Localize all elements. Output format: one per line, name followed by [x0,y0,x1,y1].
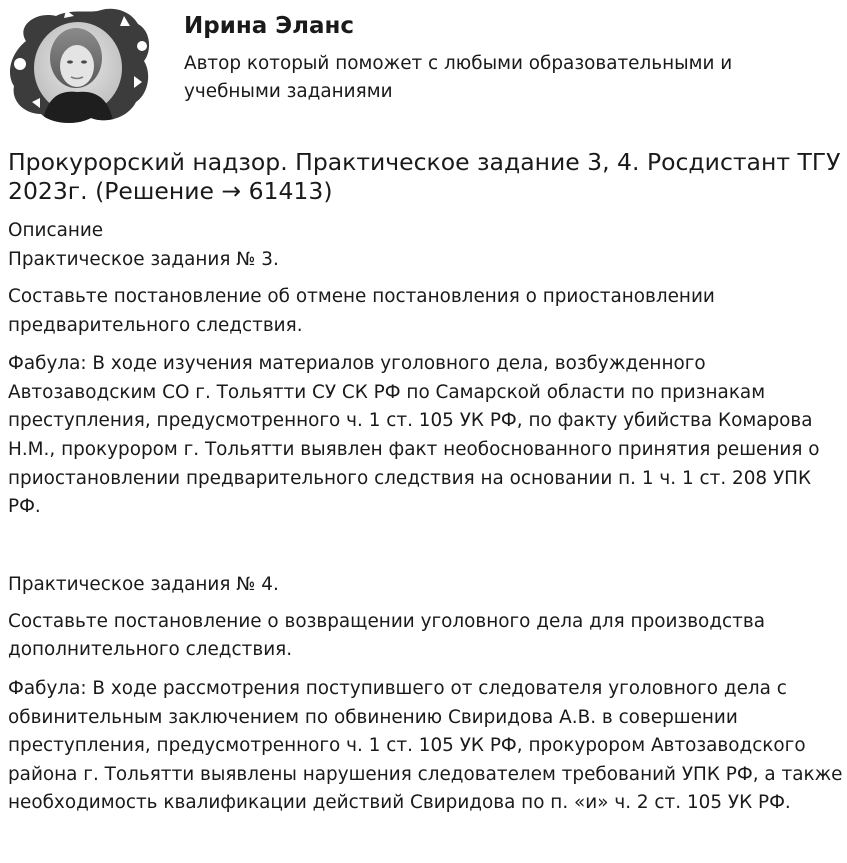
author-description: Автор который поможет с любыми образовательными и учебными заданиями [184,53,733,102]
task4-heading: Практическое задания № 4. [8,573,279,595]
task4-instruction: Составьте постановление о возвращении уголовного дела для производства дополнительного следствия. [8,610,765,661]
task3-heading: Практическое задания № 3. [8,249,279,270]
section-spacer [8,532,844,570]
author-avatar[interactable] [6,6,154,126]
author-name[interactable]: Ирина Эланс [184,13,355,39]
task4-fabula: Фабула: В ходе рассмотрения поступившего от следователя уголовного дела с обвинительным заключением по обвинению Свиридова А.В. в совершении преступления, предусмотренного ч. 1 ст. 105 УК РФ, прокурором Автозаводского района г. Тольятти выявлены нарушения следователем требований УПК РФ, а также необходимость квалификации действий Свиридова по п. «и» ч. 2 ст. 105 УК РФ. [8,677,843,814]
author-header [0,0,847,140]
task3-fabula: Фабула: В ходе изучения материалов уголовного дела, возбужденного Автозаводским СО г. Тольятти СУ СК РФ по Самарской области по признакам преступления, предусмотренного ч. 1 ст. 105 УК РФ, по факту убийства Комарова Н.М., прокурором г. Тольятти выявлен факт необоснованного принятия решения о приостановлении предварительного следствия на основании п. 1 ч. 1 ст. 208 УПК РФ. [8,353,820,518]
description-label: Описание [8,220,104,241]
page-title: Прокурорский надзор. Практическое задание 3, 4. Росдистант ТГУ 2023г. (Решение → 61413) [8,148,841,205]
avatar-photo-icon [6,6,154,126]
task3-instruction: Составьте постановление об отмене постановления о приостановлении предварительного следствия. [8,286,715,336]
document-content [8,148,844,828]
